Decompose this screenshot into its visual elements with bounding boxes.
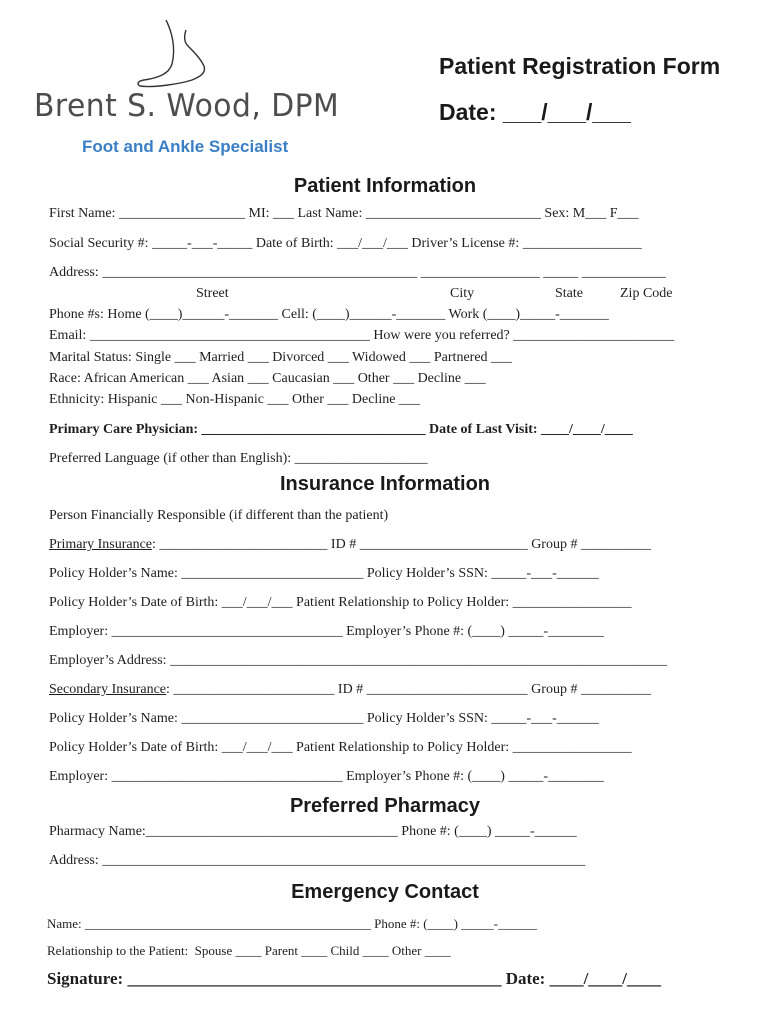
primary-holder-line: Policy Holder’s Name: __________________________ Policy Holder’s SSN: _____-___-______	[49, 566, 599, 581]
secondary-insurance-fields: : _______________________ ID # _______________________ Group # __________	[166, 682, 651, 697]
section-preferred-pharmacy: Preferred Pharmacy	[289, 795, 481, 817]
financially-responsible-line: Person Financially Responsible (if different than the patient)	[49, 508, 389, 523]
phone-line: Phone #s: Home (____)______-_______ Cell: (____)______-_______ Work (____)_____-_______	[49, 307, 609, 322]
address-state-caption: State	[555, 286, 583, 301]
ethnicity-line: Ethnicity: Hispanic ___ Non-Hispanic ___ Other ___ Decline ___	[49, 392, 420, 407]
address-city-caption: City	[450, 286, 475, 301]
language-line: Preferred Language (if other than English): ___________________	[49, 451, 428, 466]
brand-tagline: Foot and Ankle Specialist	[82, 137, 289, 156]
pharmacy-address-line: Address: _____________________________________________________________________	[49, 853, 586, 868]
emergency-name-line: Name: ____________________________________________ Phone #: (____) _____-______	[47, 916, 538, 931]
section-insurance-information: Insurance Information	[279, 473, 491, 495]
secondary-insurance-line	[49, 682, 651, 698]
primary-insurance-line	[49, 537, 651, 553]
brand-name: Brent S. Wood, DPM	[34, 88, 340, 124]
form-date-field: Date: ___/___/___	[439, 99, 631, 125]
foot-outline-icon	[128, 18, 218, 90]
address-line: Address: _____________________________________________ _________________ _____ ____________	[49, 265, 666, 280]
secondary-holder-dob-line: Policy Holder’s Date of Birth: ___/___/___ Patient Relationship to Policy Holder: _________________	[49, 740, 632, 755]
secondary-insurance-label: Secondary Insurance	[49, 682, 167, 697]
primary-employer-address-line: Employer’s Address: _______________________________________________________________________	[49, 653, 668, 668]
primary-holder-dob-line: Policy Holder’s Date of Birth: ___/___/___ Patient Relationship to Policy Holder: _________________	[49, 595, 632, 610]
ssn-dob-license-line: Social Security #: _____-___-_____ Date of Birth: ___/___/___ Driver’s License #: _________________	[49, 236, 642, 251]
address-street-caption: Street	[196, 286, 229, 301]
email-line: Email: ________________________________________ How were you referred? _______________________	[49, 328, 675, 343]
emergency-relationship-line: Relationship to the Patient: Spouse ____ Parent ____ Child ____ Other ____	[47, 943, 451, 958]
secondary-holder-line: Policy Holder’s Name: __________________________ Policy Holder’s SSN: _____-___-______	[49, 711, 599, 726]
race-line: Race: African American ___ Asian ___ Caucasian ___ Other ___ Decline ___	[49, 371, 486, 386]
marital-status-line: Marital Status: Single ___ Married ___ Divorced ___ Widowed ___ Partnered ___	[49, 350, 513, 365]
address-zip-caption: Zip Code	[620, 286, 673, 301]
primary-insurance-fields: : ________________________ ID # ________________________ Group # __________	[152, 537, 651, 552]
primary-insurance-label: Primary Insurance	[49, 537, 153, 552]
section-emergency-contact: Emergency Contact	[291, 881, 479, 903]
primary-care-line: Primary Care Physician: ________________________________ Date of Last Visit: ____/____/____	[49, 422, 633, 437]
section-patient-information: Patient Information	[293, 175, 477, 197]
pharmacy-name-line: Pharmacy Name:____________________________________ Phone #: (____) _____-______	[49, 824, 577, 839]
secondary-employer-line: Employer: _________________________________ Employer’s Phone #: (____) _____-________	[49, 769, 605, 784]
form-title: Patient Registration Form	[439, 53, 721, 79]
name-line: First Name: __________________ MI: ___ Last Name: _________________________ Sex: M___ F___	[49, 206, 639, 221]
signature-line: Signature: ____________________________________________ Date: ____/____/____	[47, 969, 662, 988]
primary-employer-line: Employer: _________________________________ Employer’s Phone #: (____) _____-________	[49, 624, 605, 639]
